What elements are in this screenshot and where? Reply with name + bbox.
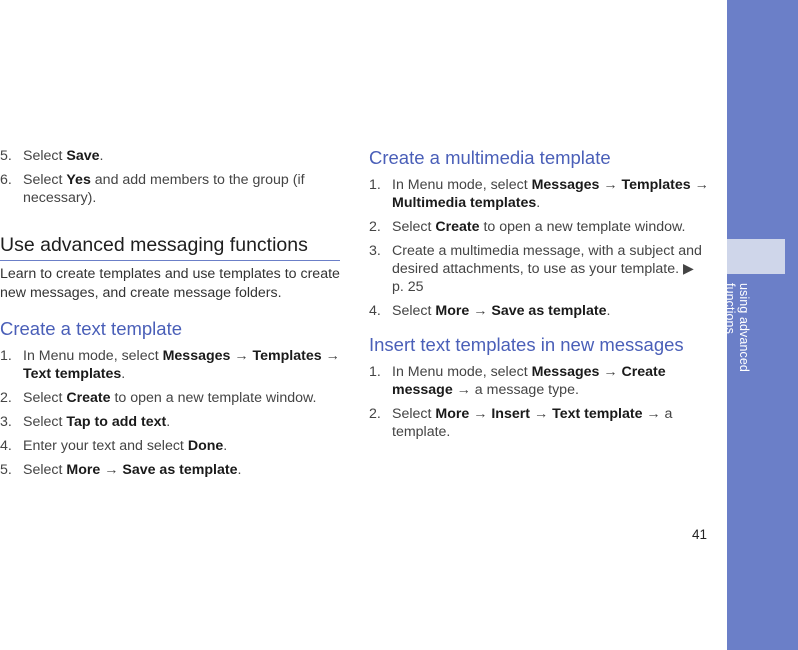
multimedia-title: Create a multimedia template [369,147,611,168]
list-item: 1. In Menu mode, select Messages → Create message → a message type. [369,364,666,398]
list-item: 2. Select More → Insert → Text template → a template. [369,406,673,440]
text-template-steps [0,347,340,479]
right-column [369,147,709,447]
insert-title: Insert text templates in new messages [369,334,684,355]
page-number: 41 [692,527,708,542]
list-item: 1. In Menu mode, select Messages → Templates → Text templates. [0,348,340,382]
list-item: 2. Select Create to open a new template window. [369,219,686,235]
left-column [0,147,340,485]
list-item: 4. Select More → Save as template. [369,303,611,319]
insert-steps [369,363,709,441]
subsection-title: Create a text template [0,318,183,339]
list-item: 3. Create a multimedia message, with a subject and desired attachments, to use as your template. ▶ p. 25 [369,243,702,295]
list-item: 5. Select More → Save as template. [0,462,242,478]
list-item: 5. Select Save. [0,148,104,164]
chapter-label: using advanced functions [723,283,751,372]
list-item: 4. Enter your text and select Done. [0,438,228,454]
section-title: Use advanced messaging functions [0,233,340,261]
steps-top [0,147,340,207]
chapter-tab [727,239,785,274]
list-item: 1. In Menu mode, select Messages → Templates → Multimedia templates. [369,177,709,211]
multimedia-steps [369,176,709,320]
page-reference: ▶ p. 25 [392,261,694,295]
list-item: 2. Select Create to open a new template window. [0,390,317,406]
list-item: 6. Select Yes and add members to the group (if necessary). [0,172,305,206]
list-item: 3. Select Tap to add text. [0,414,171,430]
section-intro: Learn to create templates and use templates to create new messages, and create message folders. [0,266,340,301]
